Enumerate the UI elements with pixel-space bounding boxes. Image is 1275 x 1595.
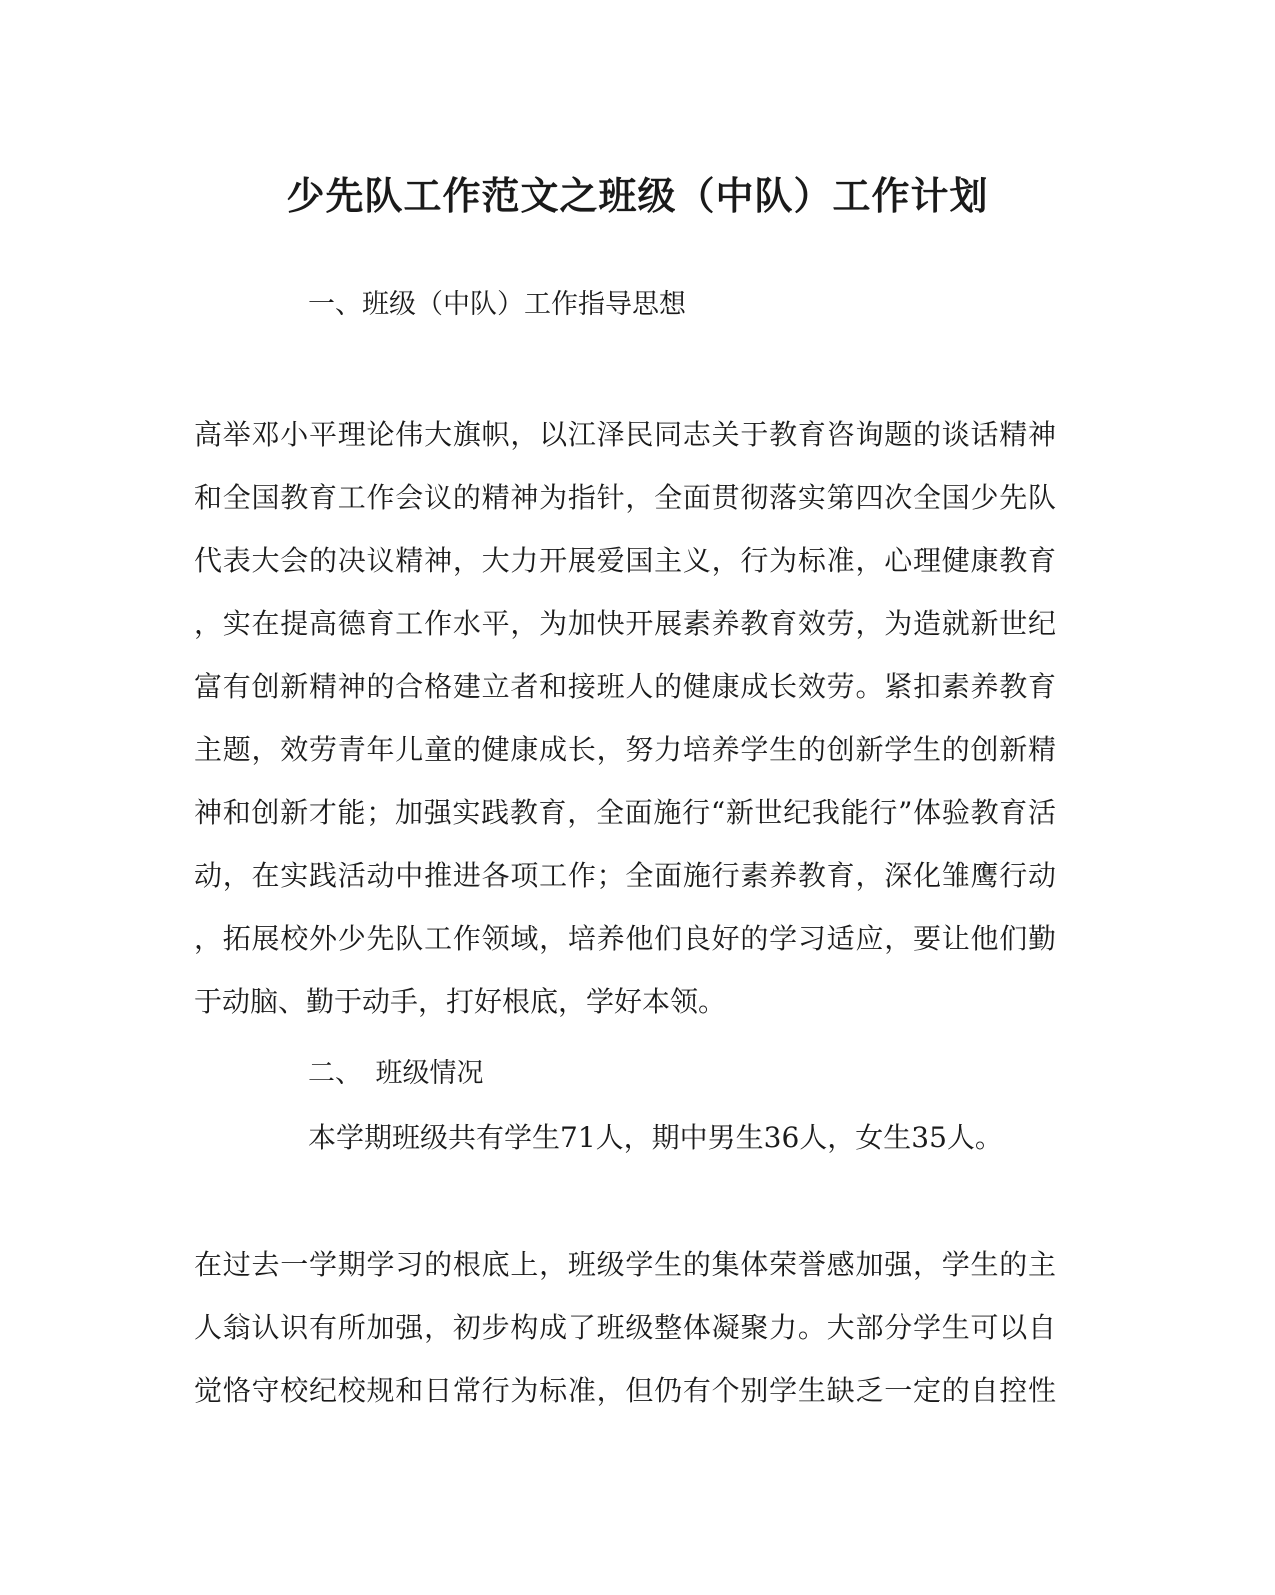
document-title: 少先队工作范文之班级（中队）工作计划: [286, 173, 989, 218]
paragraph-line: 动，在实践活动中推进各项工作；全面施行素养教育，深化雏鹰行动: [194, 859, 1056, 892]
paragraph-line: 觉恪守校纪校规和日常行为标准，但仍有个别学生缺乏一定的自控性: [194, 1374, 1056, 1407]
paragraph-line: ，实在提高德育工作水平，为加快开展素养教育效劳，为造就新世纪: [194, 607, 1056, 640]
paragraph-line: 人翁认识有所加强，初步构成了班级整体凝聚力。大部分学生可以自: [194, 1311, 1056, 1344]
paragraph-line: 代表大会的决议精神，大力开展爱国主义，行为标准，心理健康教育: [194, 544, 1056, 577]
section-2-paragraph: [194, 1233, 1056, 1422]
section-2-heading: 二、 班级情况: [308, 1058, 484, 1089]
class-size-statement: 本学期班级共有学生71人，期中男生36人，女生35人。: [308, 1121, 1003, 1154]
section-1-heading: 一、班级（中队）工作指导思想: [308, 289, 686, 320]
section-1-paragraph: [194, 403, 1056, 1033]
paragraph-line: 在过去一学期学习的根底上，班级学生的集体荣誉感加强，学生的主: [194, 1248, 1056, 1281]
paragraph-line: 神和创新才能；加强实践教育，全面施行“新世纪我能行”体验教育活: [194, 796, 1056, 829]
paragraph-line: 高举邓小平理论伟大旗帜，以江泽民同志关于教育咨询题的谈话精神: [194, 418, 1056, 451]
paragraph-line: 主题，效劳青年儿童的健康成长，努力培养学生的创新学生的创新精: [194, 733, 1056, 766]
paragraph-line: ，拓展校外少先队工作领域，培养他们良好的学习适应，要让他们勤: [194, 922, 1056, 955]
paragraph-line: 和全国教育工作会议的精神为指针，全面贯彻落实第四次全国少先队: [194, 481, 1056, 514]
paragraph-line: 于动脑、勤于动手，打好根底，学好本领。: [194, 985, 727, 1018]
paragraph-line: 富有创新精神的合格建立者和接班人的健康成长效劳。紧扣素养教育: [194, 670, 1056, 703]
